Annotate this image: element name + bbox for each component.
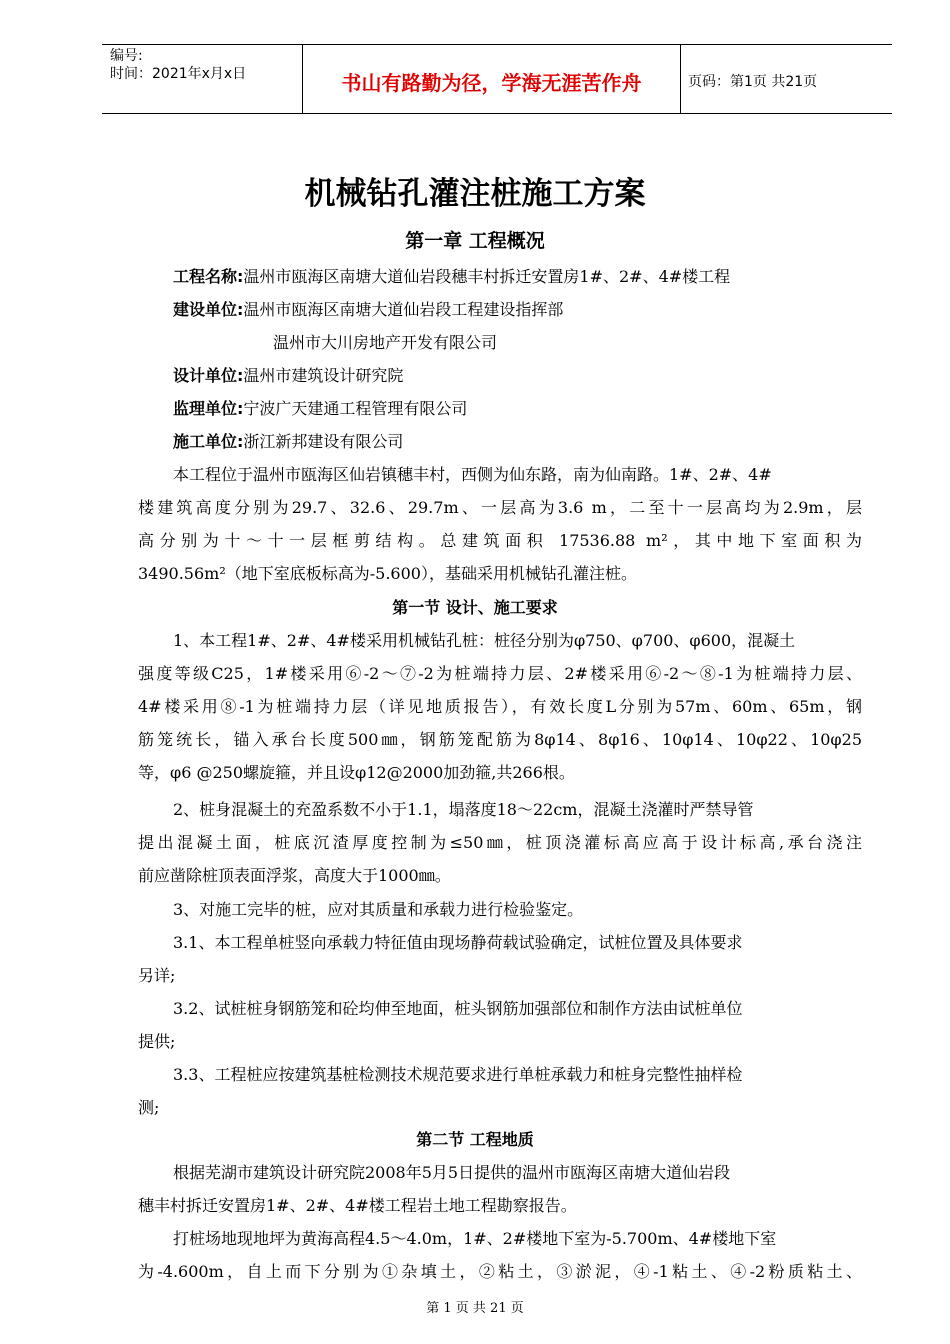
paragraph-line: 3.3、工程桩应按建筑基桩检测技术规范要求进行单桩承载力和桩身完整性抽样检 xyxy=(173,1065,743,1084)
paragraph-line: 打桩场地现地坪为黄海高程4.5～4.0m，1#、2#楼地下室为-5.700m、4#楼地下室 xyxy=(173,1229,777,1248)
page-header xyxy=(102,44,892,114)
paragraph-line: 2、桩身混凝土的充盈系数不小于1.1，塌落度18～22cm，混凝土浇灌时严禁导管 xyxy=(173,800,754,819)
overview-item: 施工单位:浙江新邦建设有限公司 xyxy=(173,432,404,451)
paragraph-line: 3.1、本工程单桩竖向承载力特征值由现场静荷载试验确定，试桩位置及具体要求 xyxy=(173,933,743,952)
paragraph-line: 等，φ6 @250螺旋箍，并且设φ12@2000加劲箍,共266根。 xyxy=(138,763,575,782)
paragraph-line: 另详; xyxy=(138,966,176,985)
header-divider xyxy=(680,45,681,113)
chapter-title: 第一章 工程概况 xyxy=(405,230,545,252)
paragraph-line: 3、对施工完毕的桩，应对其质量和承载力进行检验鉴定。 xyxy=(173,900,584,919)
paragraph-line: 根据芜湖市建筑设计研究院2008年5月5日提供的温州市瓯海区南塘大道仙岩段 xyxy=(173,1163,731,1182)
paragraph-line: 3.2、试桩桩身钢筋笼和砼均伸至地面，桩头钢筋加强部位和制作方法由试桩单位 xyxy=(173,999,743,1018)
time-label: 时间：2021年x月x日 xyxy=(110,66,247,82)
overview-item: 工程名称:温州市瓯海区南塘大道仙岩段穗丰村拆迁安置房1#、2#、4#楼工程 xyxy=(173,267,731,286)
overview-item: 监理单位:宁波广天建通工程管理有限公司 xyxy=(173,399,468,418)
overview-item: 建设单位:温州市瓯海区南塘大道仙岩段工程建设指挥部 xyxy=(173,300,564,319)
paragraph-line: 1、本工程1#、2#、4#楼采用机械钻孔桩：桩径分别为φ750、φ700、φ600，混凝土 xyxy=(173,631,796,650)
paragraph-line: 提出混凝土面，桩底沉渣厚度控制为≤50㎜，桩顶浇灌标高应高于设计标高,承台浇注 xyxy=(138,833,862,852)
overview-item: 温州市大川房地产开发有限公司 xyxy=(273,333,498,352)
header-meta xyxy=(110,47,246,83)
paragraph-line: 穗丰村拆迁安置房1#、2#、4#楼工程岩土地工程勘察报告。 xyxy=(138,1196,577,1215)
paragraph-line: 筋笼统长，锚入承台长度500㎜，钢筋笼配筋为8φ14、8φ16、10φ14、10φ22、10φ25 xyxy=(138,730,862,749)
number-label: 编号: xyxy=(110,48,143,64)
paragraph-line: 楼建筑高度分别为29.7、32.6、29.7m、一层高为3.6 m，二至十一层高均为2.9m，层 xyxy=(138,498,862,517)
section-title: 第一节 设计、施工要求 xyxy=(392,598,558,617)
document-title: 机械钻孔灌注桩施工方案 xyxy=(304,176,646,212)
section-title: 第二节 工程地质 xyxy=(416,1130,534,1149)
page-footer: 第 1 页 共 21 页 xyxy=(426,1301,524,1316)
paragraph-line: 强度等级C25，1#楼采用⑥-2～⑦-2为桩端持力层、2#楼采用⑥-2～⑧-1为桩端持力层、 xyxy=(138,664,862,683)
paragraph-line: 为-4.600m，自上而下分别为①杂填土，②粘土，③淤泥，④-1粘土、④-2粉质粘土、 xyxy=(138,1262,862,1281)
paragraph-line: 前应凿除桩顶表面浮浆，高度大于1000㎜。 xyxy=(138,866,451,885)
paragraph-line: 测; xyxy=(138,1098,160,1117)
header-page-info: 页码：第1页 共21页 xyxy=(688,74,818,90)
paragraph-line: 高分别为十～十一层框剪结构。总建筑面积 17536.88 m²，其中地下室面积为 xyxy=(138,531,862,550)
header-motto: 书山有路勤为径，学海无涯苦作舟 xyxy=(341,71,642,95)
paragraph-line: 3490.56m²（地下室底板标高为-5.600），基础采用机械钻孔灌注桩。 xyxy=(138,564,637,583)
overview-item: 设计单位:温州市建筑设计研究院 xyxy=(173,366,404,385)
paragraph-line: 本工程位于温州市瓯海区仙岩镇穗丰村，西侧为仙东路，南为仙南路。1#、2#、4# xyxy=(173,465,772,484)
paragraph-line: 提供; xyxy=(138,1032,176,1051)
paragraph-line: 4#楼采用⑧-1为桩端持力层（详见地质报告），有效长度L分别为57m、60m、65m，钢 xyxy=(138,697,862,716)
